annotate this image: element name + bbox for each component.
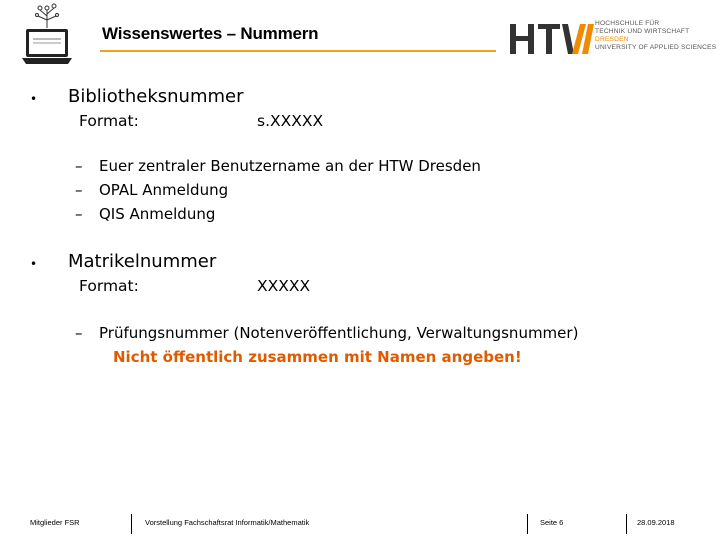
footer-divider — [626, 514, 627, 534]
logo-line-3: DRESDEN — [595, 36, 629, 43]
format-label: Format: — [79, 277, 139, 295]
privacy-warning: Nicht öffentlich zusammen mit Namen angeben! — [113, 348, 522, 366]
laptop-tree-icon — [18, 2, 76, 68]
footer-author: Mitglieder FSR — [30, 518, 80, 527]
bullet-icon: • — [30, 257, 38, 271]
bullet-icon: • — [30, 92, 38, 106]
dash-icon: – — [75, 181, 83, 199]
footer-presentation-title: Vorstellung Fachschaftsrat Informatik/Mathematik — [145, 518, 310, 527]
footer-date: 28.09.2018 — [637, 518, 675, 527]
format-value: XXXXX — [257, 277, 311, 295]
footer-page-number: Seite 6 — [540, 518, 564, 527]
section-heading: Bibliotheksnummer — [68, 86, 244, 107]
list-item: – OPAL Anmeldung — [75, 181, 229, 199]
logo-line-1: HOCHSCHULE FÜR — [595, 20, 660, 27]
list-item: – Euer zentraler Benutzername an der HTW Dresden — [75, 157, 481, 175]
dash-icon: – — [75, 324, 83, 342]
htw-logo-text — [595, 20, 716, 52]
list-item: – Prüfungsnummer (Notenveröffentlichung, Verwaltungsnummer) — [75, 324, 579, 342]
format-value: s.XXXXX — [257, 112, 324, 130]
section-heading: Matrikelnummer — [68, 251, 217, 272]
dash-icon: – — [75, 157, 83, 175]
format-label: Format: — [79, 112, 139, 130]
footer-divider — [527, 514, 528, 534]
list-item: – QIS Anmeldung — [75, 205, 216, 223]
title-underline — [100, 50, 496, 52]
dash-icon: – — [75, 205, 83, 223]
logo-line-2: TECHNIK UND WIRTSCHAFT — [595, 28, 690, 35]
htw-logo-icon — [508, 20, 594, 56]
footer-divider — [131, 514, 132, 534]
logo-line-4: UNIVERSITY OF APPLIED SCIENCES — [595, 44, 717, 51]
slide-title: Wissenswertes – Nummern — [102, 24, 319, 43]
